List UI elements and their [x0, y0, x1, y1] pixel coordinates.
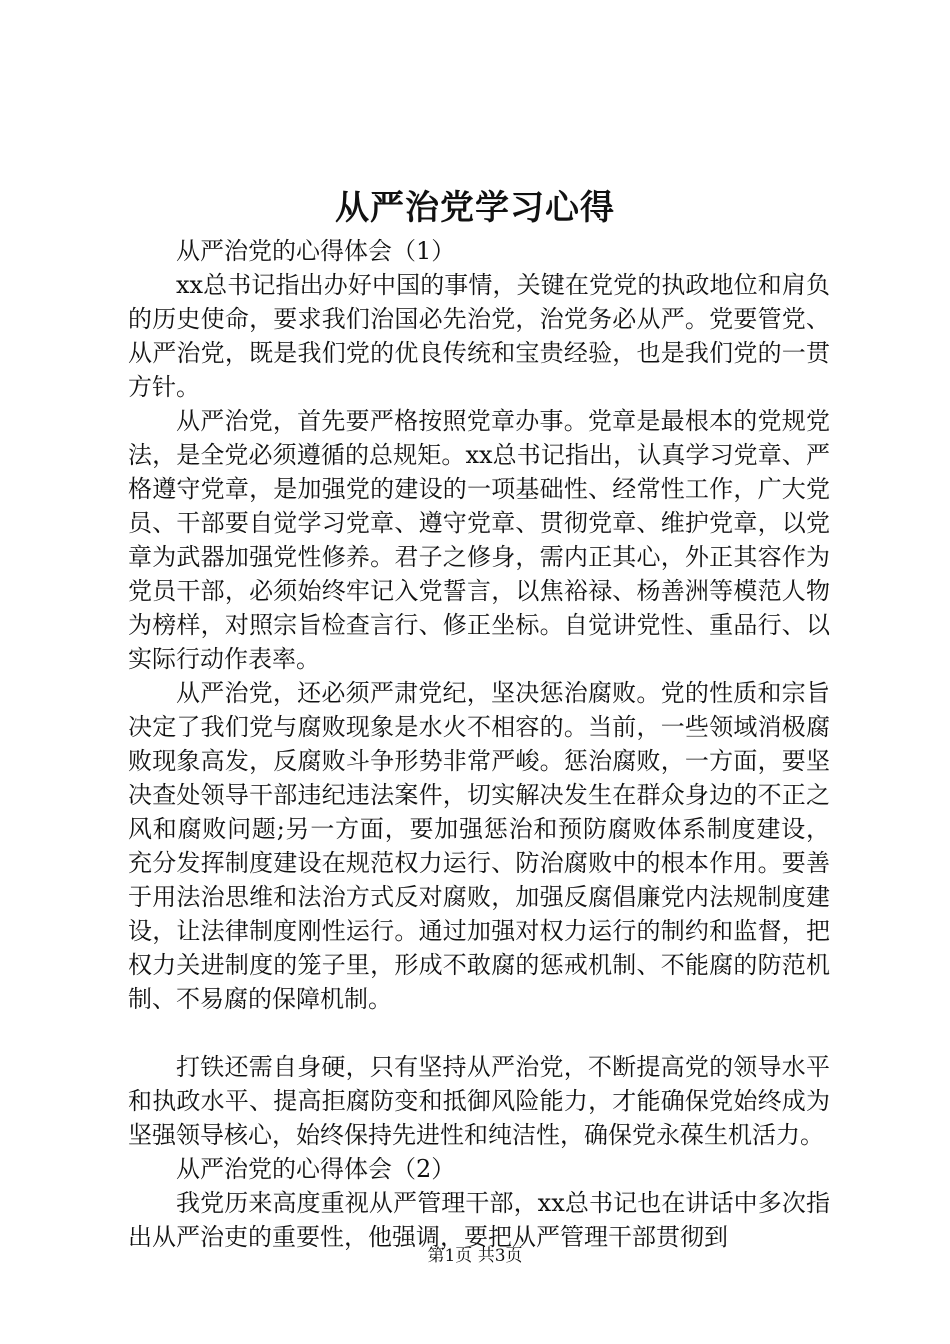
paragraph: 打铁还需自身硬，只有坚持从严治党，不断提高党的领导水平和执政水平、提高拒腐防变和抵御风险能力，才能确保党始终成为坚强领导核心，始终保持先进性和纯洁性，确保党永葆生机活力。 — [128, 1053, 830, 1149]
section-heading-1: 从严治党的心得体会（1） — [176, 237, 456, 265]
document-title: 从严治党学习心得 — [335, 188, 615, 228]
section-heading-2: 从严治党的心得体会（2） — [176, 1155, 456, 1183]
paragraph: 我党历来高度重视从严管理干部，xx总书记也在讲话中多次指出从严治吏的重要性，他强调，要把从严管理干部贯彻到 — [128, 1189, 830, 1251]
paragraph: xx总书记指出办好中国的事情，关键在党党的执政地位和肩负的历史使命，要求我们治国必先治党，治党务必从严。党要管党、从严治党，既是我们党的优良传统和宝贵经验，也是我们党的一贯方针。 — [128, 271, 830, 401]
paragraph-spacer — [128, 1016, 830, 1050]
paragraph: 从严治党，首先要严格按照党章办事。党章是最根本的党规党法，是全党必须遵循的总规矩。xx总书记指出，认真学习党章、严格遵守党章，是加强党的建设的一项基础性、经常性工作，广大党员、干部要自觉学习党章、遵守党章、贯彻党章、维护党章，以党章为武器加强党性修养。君子之修身，需内正其心，外正其容作为党员干部，必须始终牢记入党誓言，以焦裕禄、杨善洲等模范人物为榜样，对照宗旨检查言行、修正坐标。自觉讲党性、重品行、以实际行动作表率。 — [128, 407, 830, 673]
page-number-footer: 第1页 共3页 — [427, 1246, 523, 1266]
paragraph: 从严治党，还必须严肃党纪，坚决惩治腐败。党的性质和宗旨决定了我们党与腐败现象是水火不相容的。当前，一些领域消极腐败现象高发，反腐败斗争形势非常严峻。惩治腐败，一方面，要坚决查处领导干部违纪违法案件，切实解决发生在群众身边的不正之风和腐败问题;另一方面，要加强惩治和预防腐败体系制度建设，充分发挥制度建设在规范权力运行、防治腐败中的根本作用。要善于用法治思维和法治方式反对腐败，加强反腐倡廉党内法规制度建设，让法律制度刚性运行。通过加强对权力运行的制约和监督，把权力关进制度的笼子里，形成不敢腐的惩戒机制、不能腐的防范机制、不易腐的保障机制。 — [128, 679, 830, 1013]
document-body — [128, 234, 830, 1254]
